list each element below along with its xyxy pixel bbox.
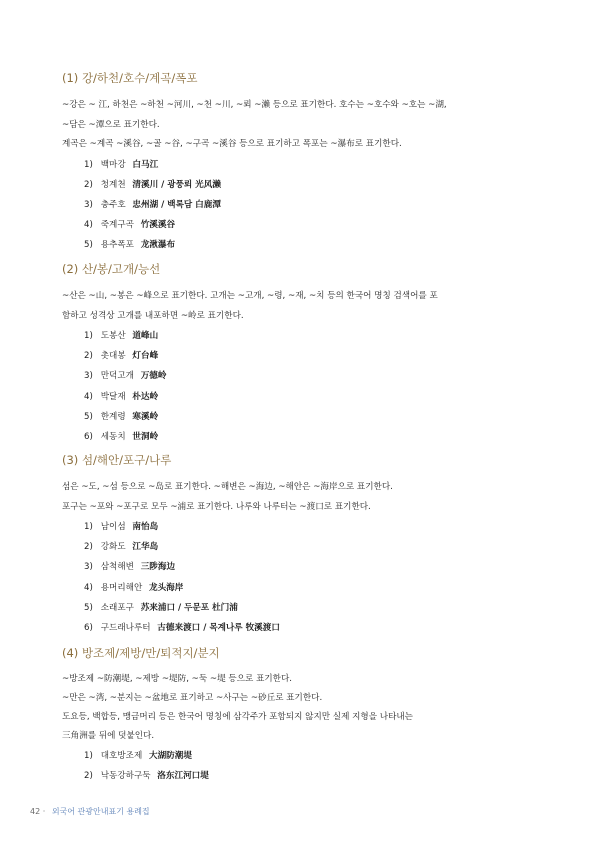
paragraph: ~방조제 ~防潮堤, ~제방 ~堤防, ~둑 ~堤 등으로 표기한다. xyxy=(62,674,293,684)
section-heading: (3) 섬/해안/포구/나루 xyxy=(62,453,172,467)
item-chinese: 苏来浦口 / 두문포 杜门浦 xyxy=(140,602,238,613)
item-korean: 만덕고개 xyxy=(100,371,134,382)
paragraph: 함하고 성격상 고개를 내포하면 ~岭로 표기한다. xyxy=(62,310,244,321)
item-number: 2) xyxy=(84,542,93,553)
item-korean: 촛대봉 xyxy=(100,351,126,362)
item-chinese: 寒溪岭 xyxy=(132,411,159,422)
item-number: 1) xyxy=(84,159,93,170)
section-islands xyxy=(62,453,542,638)
list-item xyxy=(62,766,542,786)
item-korean: 충주호 xyxy=(100,199,126,210)
list-item xyxy=(62,598,542,618)
item-chinese: 洛东江河口堤 xyxy=(157,771,209,782)
item-number: 3) xyxy=(84,562,93,573)
item-chinese: 忠州湖 / 백록담 白鹿潭 xyxy=(132,199,221,210)
item-chinese: 道峰山 xyxy=(132,331,159,341)
section-heading: (1) 강/하천/호수/계곡/폭포 xyxy=(62,71,198,85)
item-number: 2) xyxy=(84,179,93,190)
item-number: 5) xyxy=(84,240,93,251)
item-korean: 세동치 xyxy=(100,432,126,443)
list-item xyxy=(62,215,542,235)
item-korean: 죽계구곡 xyxy=(100,220,134,231)
example-list xyxy=(62,517,542,638)
list-item xyxy=(62,557,542,577)
list-item xyxy=(62,537,542,557)
list-item xyxy=(62,578,542,598)
item-korean: 백마강 xyxy=(100,159,126,170)
item-number: 1) xyxy=(84,751,93,761)
item-chinese: 万德岭 xyxy=(140,371,167,382)
list-item xyxy=(62,366,542,386)
item-chinese: 南怡岛 xyxy=(132,522,159,532)
item-chinese: 清溪川 / 광풍뢰 光风濑 xyxy=(132,179,221,190)
paragraph: ~산은 ~山, ~봉은 ~峰으로 표기한다. 고개는 ~고개, ~령, ~재, ~치 등의 한국어 명칭 검색어를 포 xyxy=(62,291,438,301)
example-list xyxy=(62,155,542,256)
section-rivers xyxy=(62,71,542,256)
list-item xyxy=(62,155,542,175)
section-heading: (4) 방조제/제방/만/퇴적지/분지 xyxy=(62,646,220,660)
paragraph: 계곡은 ~계곡 ~溪谷, ~골 ~谷, ~구곡 ~溪谷 등으로 표기하고 폭포는 ~瀑布로 표기한다. xyxy=(62,139,402,149)
item-korean: 도봉산 xyxy=(100,331,126,341)
section-mountains xyxy=(62,262,542,447)
paragraph: ~담은 ~潭으로 표기한다. xyxy=(62,119,160,130)
item-number: 3) xyxy=(84,371,93,382)
list-item xyxy=(62,195,542,215)
item-korean: 소래포구 xyxy=(100,602,134,613)
item-number: 1) xyxy=(84,331,93,341)
item-number: 6) xyxy=(84,623,93,634)
item-korean: 남이섬 xyxy=(100,522,126,532)
paragraph: 도요등, 백합등, 맹금머리 등은 한국어 명칭에 삼각주가 포함되지 않지만 실제 지형을 나타내는 xyxy=(62,712,413,722)
item-chinese: 古德来渡口 / 목계나루 牧溪渡口 xyxy=(157,623,280,634)
item-chinese: 白马江 xyxy=(132,159,159,170)
item-korean: 구드래나루터 xyxy=(100,623,151,634)
footer-separator: · xyxy=(42,807,46,816)
item-chinese: 江华岛 xyxy=(132,542,159,553)
item-korean: 한계령 xyxy=(100,411,126,422)
example-list xyxy=(62,746,542,786)
section-embankments xyxy=(62,646,542,786)
list-item xyxy=(62,517,542,537)
item-chinese: 灯台峰 xyxy=(132,351,159,362)
list-item xyxy=(62,326,542,346)
paragraph: ~강은 ~ 江, 하천은 ~하천 ~河川, ~천 ~川, ~뢰 ~瀨 등으로 표기한다. 호수는 ~호수와 ~호는 ~湖, xyxy=(62,100,447,110)
item-korean: 박달재 xyxy=(100,391,126,402)
item-korean: 삼척해변 xyxy=(100,562,134,573)
list-item xyxy=(62,346,542,366)
paragraph: 포구는 ~포와 ~포구로 모두 ~浦로 표기한다. 나루와 나루터는 ~渡口로 표기한다. xyxy=(62,501,371,512)
item-number: 4) xyxy=(84,391,93,402)
footer-title: 외국어 관광안내표기 용례집 xyxy=(51,807,150,816)
item-korean: 용추폭포 xyxy=(100,240,134,251)
item-korean: 용머리해안 xyxy=(100,582,143,593)
item-number: 1) xyxy=(84,522,93,532)
list-item xyxy=(62,427,542,447)
item-korean: 강화도 xyxy=(100,542,126,553)
item-number: 3) xyxy=(84,199,93,210)
item-chinese: 龙湫瀑布 xyxy=(140,240,176,251)
list-item xyxy=(62,746,542,766)
list-item xyxy=(62,235,542,255)
item-number: 2) xyxy=(84,351,93,362)
item-number: 4) xyxy=(84,220,93,231)
section-heading: (2) 산/봉/고개/능선 xyxy=(62,262,161,276)
item-number: 5) xyxy=(84,602,93,613)
item-number: 5) xyxy=(84,411,93,422)
item-korean: 낙동강하구둑 xyxy=(100,771,151,782)
item-number: 6) xyxy=(84,432,93,443)
page-footer xyxy=(30,806,150,817)
item-chinese: 龙头海岸 xyxy=(148,582,184,593)
item-chinese: 竹溪溪谷 xyxy=(140,220,176,231)
item-korean: 대호방조제 xyxy=(100,751,143,761)
example-list xyxy=(62,326,542,447)
item-number: 4) xyxy=(84,582,93,593)
list-item xyxy=(62,407,542,427)
list-item xyxy=(62,175,542,195)
list-item xyxy=(62,387,542,407)
item-chinese: 朴达岭 xyxy=(132,391,159,402)
page-number: 42 xyxy=(30,807,41,816)
list-item xyxy=(62,618,542,638)
item-chinese: 大湖防潮堤 xyxy=(148,751,192,761)
item-chinese: 世洞岭 xyxy=(132,432,159,443)
paragraph: 섬은 ~도, ~섬 등으로 ~岛로 표기한다. ~해변은 ~海边, ~해안은 ~海岸으로 표기한다. xyxy=(62,482,393,492)
item-number: 2) xyxy=(84,771,93,782)
paragraph: ~만은 ~湾, ~분지는 ~盆地로 표기하고 ~사구는 ~砂丘로 표기한다. xyxy=(62,693,323,703)
item-korean: 청계천 xyxy=(100,179,126,190)
paragraph: 三角洲를 뒤에 덧붙인다. xyxy=(62,731,155,741)
item-chinese: 三陟海边 xyxy=(140,562,176,573)
